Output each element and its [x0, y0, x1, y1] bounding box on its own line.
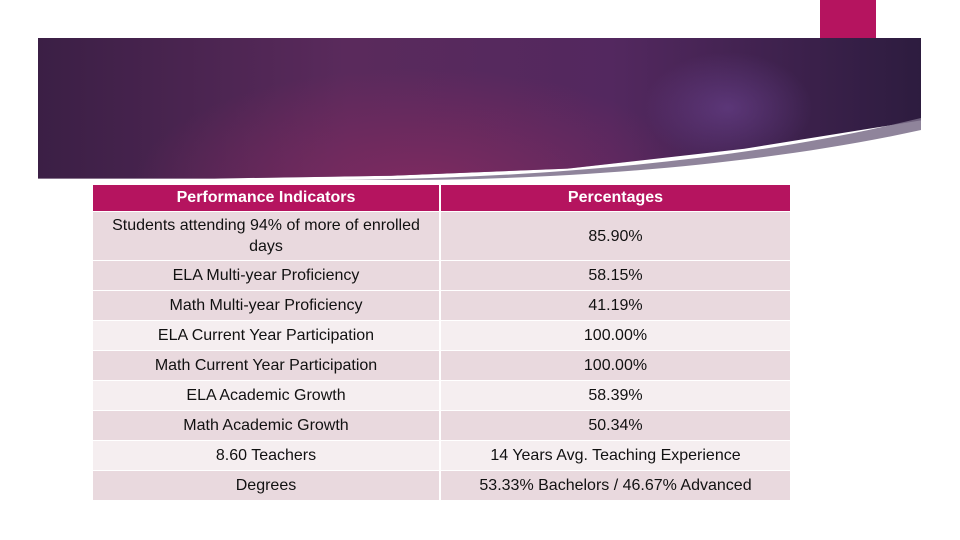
table-header-row: [93, 185, 790, 211]
indicator-cell: Students attending 94% of more of enrolled days: [93, 212, 439, 260]
table-row: [93, 441, 790, 470]
header-performance-indicators: Performance Indicators: [93, 185, 439, 211]
indicator-cell: ELA Current Year Participation: [93, 321, 439, 350]
value-cell: 58.15%: [441, 261, 790, 290]
indicator-cell: 8.60 Teachers: [93, 441, 439, 470]
value-cell: 100.00%: [441, 321, 790, 350]
indicator-cell: Degrees: [93, 471, 439, 500]
value-cell: 41.19%: [441, 291, 790, 320]
indicator-cell: ELA Academic Growth: [93, 381, 439, 410]
performance-table: [91, 184, 792, 501]
value-cell: 50.34%: [441, 411, 790, 440]
header-banner: [38, 38, 921, 180]
table-row: [93, 321, 790, 350]
table-row: [93, 411, 790, 440]
indicator-cell: Math Academic Growth: [93, 411, 439, 440]
value-cell: 100.00%: [441, 351, 790, 380]
table-row: [93, 291, 790, 320]
header-percentages: Percentages: [441, 185, 790, 211]
table-row: [93, 381, 790, 410]
value-cell: 85.90%: [441, 212, 790, 260]
table-row: [93, 351, 790, 380]
indicator-cell: ELA Multi-year Proficiency: [93, 261, 439, 290]
table-row: [93, 471, 790, 500]
table-row: [93, 212, 790, 260]
value-cell: 14 Years Avg. Teaching Experience: [441, 441, 790, 470]
table-row: [93, 261, 790, 290]
value-cell: 53.33% Bachelors / 46.67% Advanced: [441, 471, 790, 500]
indicator-cell: Math Current Year Participation: [93, 351, 439, 380]
indicator-cell: Math Multi-year Proficiency: [93, 291, 439, 320]
value-cell: 58.39%: [441, 381, 790, 410]
